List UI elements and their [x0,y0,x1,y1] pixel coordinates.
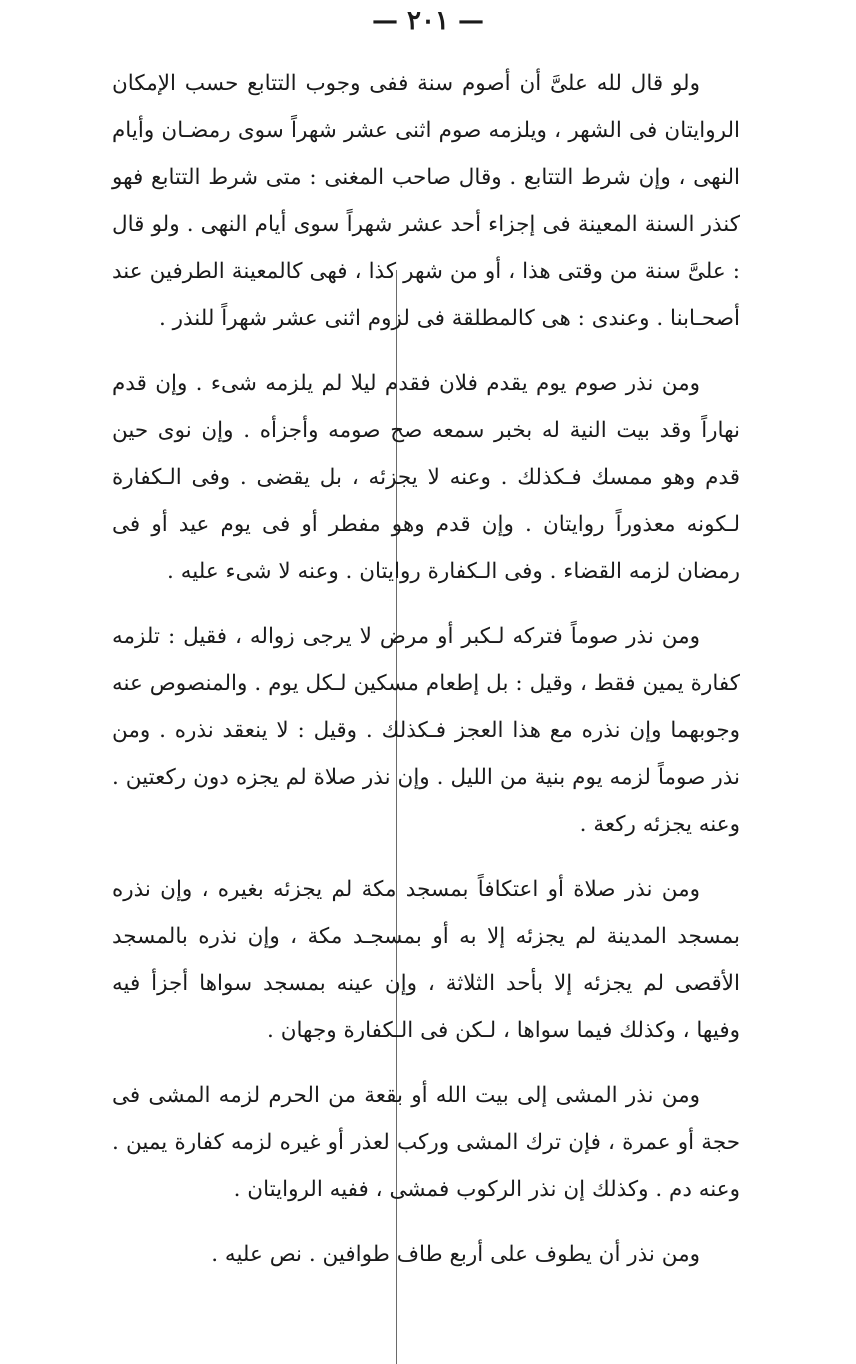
paragraph-4: ومن نذر صلاة أو اعتكافاً بمسجد مكة لم يجزئه بغيره ، وإن نذره بمسجد المدينة لم يجزئه إلا به أو بمسجـد مكة ، وإن نذره بالمسجد الأقصى لم يجزئه إلا بأحد الثلاثة ، وإن عينه بمسجد سواها أجزأ فيه وفيها ، وكذلك فيما سواها ، لـكن فى الـكفارة وجهان . [112,877,740,1043]
paragraph-5: ومن نذر المشى إلى بيت الله أو بقعة من الحرم لزمه المشى فى حجة أو عمرة ، فإن ترك المشى وركب لعذر أو غيره لزمه كفارة يمين . وعنه دم . وكذلك إن نذر الركوب فمشى ، ففيه الروايتان . [112,1083,740,1202]
paragraph-1: ولو قال لله علىَّ أن أصوم سنة ففى وجوب التتابع حسب الإمكان الروايتان فى الشهر ، ويلزمه صوم اثنى عشر شهراً سوى رمضـان وأيام النهى ، وإن شرط التتابع . وقال صاحب المغنى : متى شرط التتابع فهو كنذر السنة المعينة فى إجزاء أحد عشر شهراً سوى أيام النهى . ولو قال : علىَّ سنة من وقتى هذا ، أو من شهر كذا ، فهى كالمعينة الطرفين عند أصحـابنا . وعندى : هى كالمطلقة فى لزوم اثنى عشر شهراً للنذر . [112,71,740,331]
paragraph-6: ومن نذر أن يطوف على أربع طاف طوافين . نص عليه . [211,1242,700,1267]
page-number: — ٢٠١ — [371,6,485,36]
page-body [112,60,740,1296]
paragraph-2: ومن نذر صوم يوم يقدم فلان فقدم ليلا لم يلزمه شىء . وإن قدم نهاراً وقد بيت النية له بخبر سمعه صح صومه وأجزأه . وإن نوى حين قدم وهو ممسك فـكذلك . وعنه لا يجزئه ، بل يقضى . وفى الـكفارة لـكونه معذوراً روايتان . وإن قدم وهو مفطر أو فى يوم عيد أو فى رمضان لزمه القضاء . وفى الـكفارة روايتان . وعنه لا شىء عليه . [112,371,740,584]
paragraph-3: ومن نذر صوماً فتركه لـكبر أو مرض لا يرجى زواله ، فقيل : تلزمه كفارة يمين فقط ، وقيل : بل إطعام مسكين لـكل يوم . والمنصوص عنه وجوبهما وإن نذره مع هذا العجز فـكذلك . وقيل : لا ينعقد نذره . ومن نذر صوماً لزمه يوم بنية من الليل . وإن نذر صلاة لم يجزه دون ركعتين . وعنه يجزئه ركعة . [112,624,740,837]
